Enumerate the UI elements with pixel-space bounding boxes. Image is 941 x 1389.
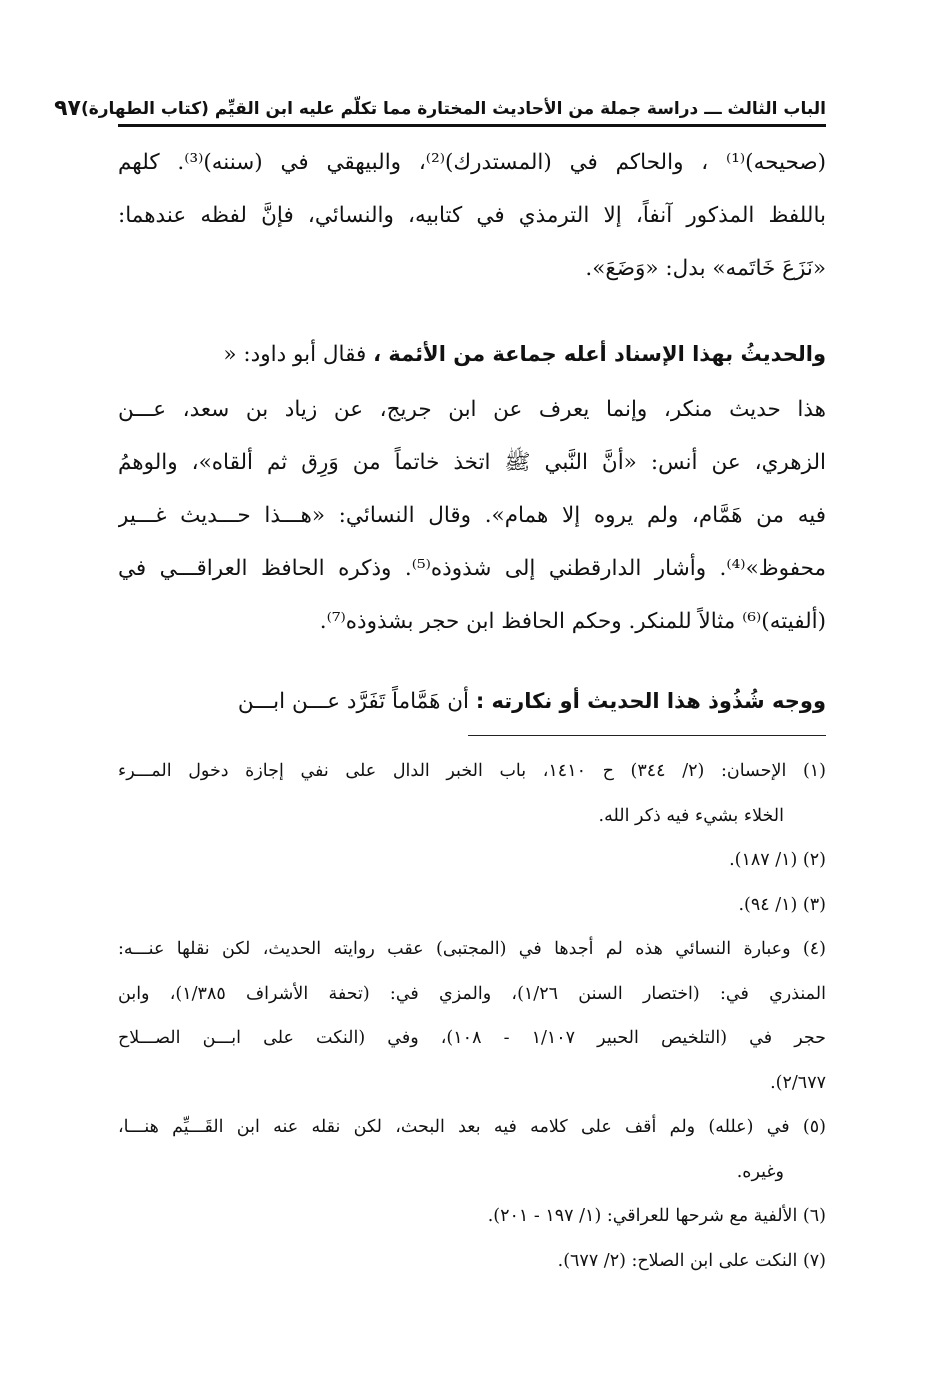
text-line: فيه من هَمَّام، ولم يروه إلا همام». وقال النسائي: «هـــذا حـــديث غـــير bbox=[118, 503, 826, 528]
footnote-line: حجر في (التلخيص الحبير ١/١٠٧ - ١٠٨)، وفي (النكت على ابـــن الصـــلاح bbox=[118, 1028, 826, 1048]
footnote-6 bbox=[118, 1194, 826, 1239]
footnote-4 bbox=[118, 927, 826, 1105]
header-title: الباب الثالث ـــ دراسة جملة من الأحاديث المختارة مما تكلّم عليه ابن القيِّم (كتاب الطهارة) bbox=[80, 99, 826, 119]
footnote-line: (٦) الألفية مع شرحها للعراقي: (١/ ١٩٧ - ٢٠١). bbox=[487, 1206, 826, 1226]
footnote-line: (٢) (١/ ١٨٧). bbox=[729, 850, 826, 870]
lead-continuation: فقال أبو داود: « bbox=[223, 342, 367, 367]
footnote-7 bbox=[118, 1239, 826, 1284]
text-line: باللفظ المذكور آنفاً، إلا الترمذي في كتابيه، والنسائي، فإنَّ لفظه عندهما: bbox=[118, 203, 826, 228]
footnote-line: ٢/٦٧٧). bbox=[770, 1072, 826, 1093]
text-line: «نَزَعَ خَاتَمه» بدل: «وَضَعَ». bbox=[585, 256, 826, 281]
footnote-1 bbox=[118, 749, 826, 838]
footnote-line: المنذري في: (اختصار السنن ١/٢٦)، والمزي في: (تحفة الأشراف ١/٣٨٥)، وابن bbox=[118, 983, 826, 1004]
text-line: هذا حديث منكر، وإنما يعرف عن ابن جريج، عن زياد بن سعد، عـــن bbox=[118, 397, 826, 422]
paragraph-lead-line bbox=[118, 672, 826, 730]
footnote-line: وغيره. bbox=[736, 1161, 784, 1182]
text-line: محفوظ»⁽⁴⁾. وأشار الدارقطني إلى شذوذه⁽⁵⁾. وذكره الحافظ العراقـــي في bbox=[118, 556, 826, 581]
footnote-line: (٧) النكت على ابن الصلاح: (٢/ ٦٧٧). bbox=[557, 1250, 826, 1271]
footnotes bbox=[118, 749, 826, 1283]
footnote-line: (٥) في (علله) ولم أقف على كلامه فيه بعد البحث، لكن نقله عنه ابن القَـــيِّم هنـــا، bbox=[118, 1117, 826, 1137]
footnote-3 bbox=[118, 883, 826, 928]
text-line: (ألفيته)⁽⁶⁾ مثالاً للمنكر. وحكم الحافظ ابن حجر بشذوذه⁽⁷⁾. bbox=[319, 609, 826, 634]
page-number: ٩٧ bbox=[54, 96, 81, 121]
main-text bbox=[118, 136, 826, 730]
footnote-2 bbox=[118, 838, 826, 883]
bold-lead-phrase: ووجه شُذُوذ هذا الحديث أو نكارته : bbox=[475, 689, 826, 713]
footnote-line: (١) الإحسان: (٢/ ٣٤٤) ح ١٤١٠، باب الخبر الدال على نفي إجازة دخول المـــرء bbox=[118, 761, 826, 781]
footnote-line: (٣) (١/ ٩٤). bbox=[738, 894, 826, 915]
footnote-line: الخلاء بشيء فيه ذكر الله. bbox=[598, 805, 784, 826]
bold-lead-phrase: والحديثُ بهذا الإسناد أعله جماعة من الأئمة ، bbox=[373, 342, 826, 366]
running-header bbox=[54, 84, 826, 127]
text-line: الزهري، عن أنس: «أنَّ النَّبي ﷺ اتخذ خاتماً من وَرِق ثم ألقاه»، والوهمُ bbox=[118, 450, 826, 475]
footnote-separator bbox=[468, 735, 826, 736]
paragraph-lead-line bbox=[118, 325, 826, 383]
footnote-line: (٤) وعبارة النسائي هذه لم أجدها في (المجتبى) عقب روايته الحديث، لكن نقلها عنـــه: bbox=[118, 939, 826, 959]
text-line: (صحيحه)⁽¹⁾ ، والحاكم في (المستدرك)⁽²⁾، والبيهقي في (سننه)⁽³⁾. كلهم bbox=[118, 150, 826, 175]
lead-continuation: أن هَمَّاماً تَفَرَّد عـــن ابـــن bbox=[237, 689, 469, 714]
footnote-5 bbox=[118, 1105, 826, 1194]
